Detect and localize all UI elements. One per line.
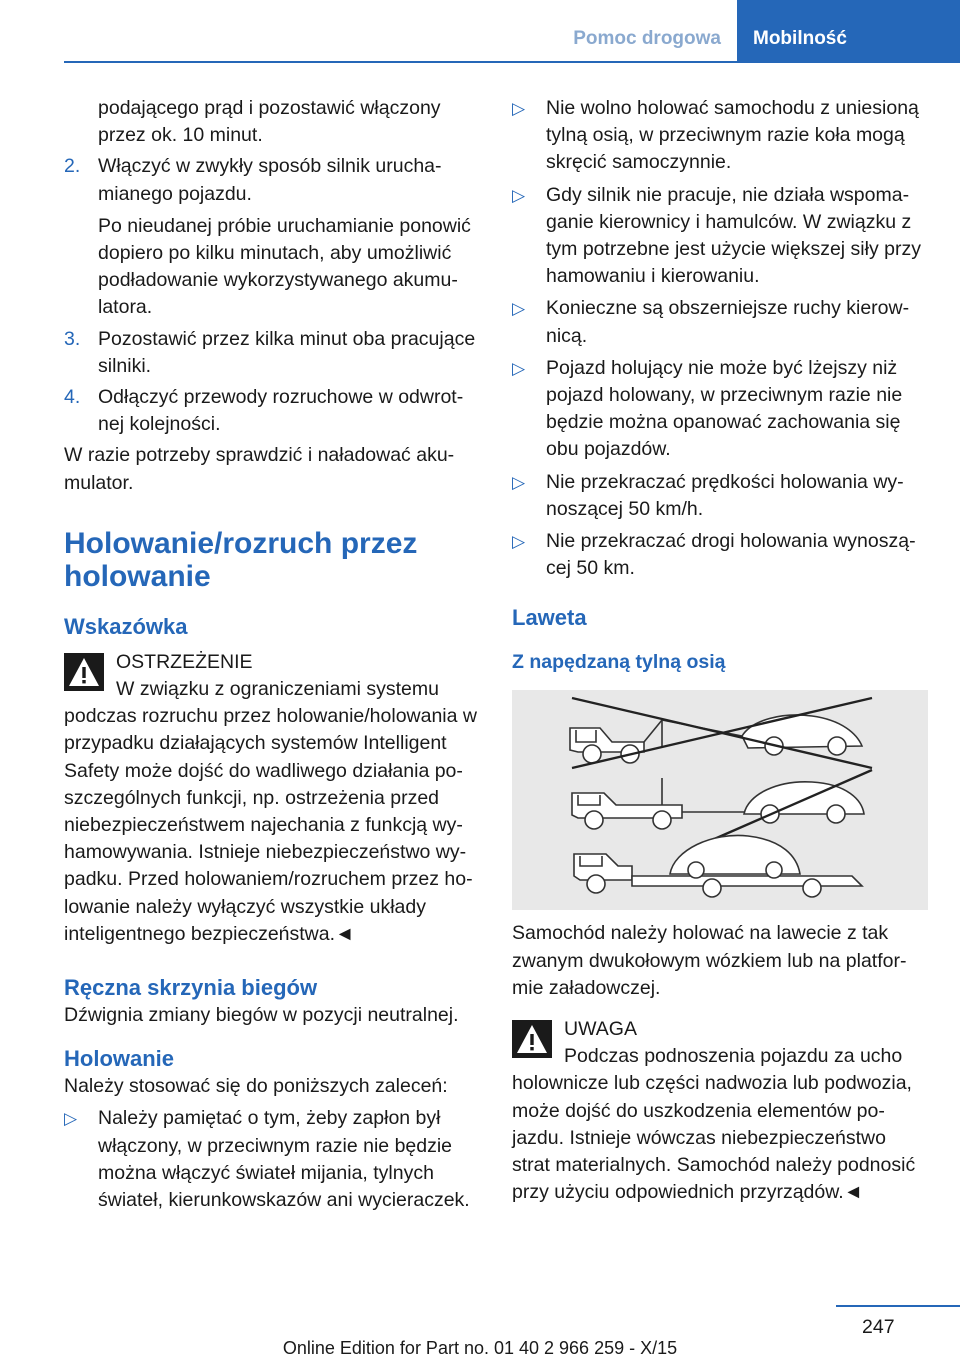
bullet-text: Nie przekraczać prędkości holowania wynoszącej 50 km/h. — [546, 470, 904, 520]
subheading-note: Wskazówka — [64, 613, 188, 639]
bullet-triangle-icon: ▷ — [512, 532, 526, 552]
step-item — [64, 384, 480, 438]
notice-first-line: Podczas podnoszenia pojazdu za ucho — [564, 1045, 903, 1068]
bullet-triangle-icon: ▷ — [512, 299, 526, 319]
warning-triangle-icon — [64, 653, 104, 691]
bullet-text: Pojazd holujący nie może być lżejszy niż pojazd holowany, w przeciwnym razie nie będzie można opanować zachowania się obu pojazdów. — [546, 356, 903, 461]
step-number: 2. — [64, 155, 81, 178]
intro-text: podającego prąd i pozostawić włączony przez ok. 10 minut. — [98, 97, 441, 147]
list-item — [512, 355, 928, 464]
bullet-text: Gdy silnik nie pracuje, nie działa wspomaganie kierownicy i hamulców. W związku z tym potrzebne jest użycie większej siły przy hamowaniu i kierowaniu. — [546, 183, 921, 288]
header-section-tab — [541, 0, 737, 62]
notice-block — [512, 1016, 928, 1206]
step-extra-text: Po nieudanej próbie uruchamianie ponowić dopiero po kilku minutach, aby umożliwić podładowanie wykorzystywanego akumulatora. — [98, 214, 471, 319]
battery-note: W razie potrzeby sprawdzić i naładować akumulator. — [64, 444, 455, 494]
section-heading: Holowanie/rozruch przez holowanie — [64, 526, 418, 593]
subheading-manual: Ręczna skrzynia biegów — [64, 975, 318, 1001]
bullet-text: Nie przekraczać drogi holowania wynoszącej 50 km. — [546, 530, 916, 580]
list-item — [64, 1105, 480, 1214]
subheading-towing: Holowanie — [64, 1046, 175, 1072]
warning-text — [64, 676, 480, 948]
bullet-text: Konieczne są obszerniejsze ruchy kierownicą. — [546, 297, 910, 347]
notice-title: UWAGA — [564, 1018, 637, 1041]
step-number: 4. — [64, 386, 81, 409]
warning-title: OSTRZEŻENIE — [116, 650, 253, 673]
bullet-triangle-icon: ▷ — [512, 358, 526, 378]
bullet-triangle-icon: ▷ — [512, 185, 526, 205]
page-number: 247 — [862, 1316, 895, 1338]
step-item — [64, 153, 480, 207]
list-item — [512, 295, 928, 349]
bullet-triangle-icon: ▷ — [512, 99, 526, 118]
subheading-rear-axle: Z napędzaną tylną osią — [512, 651, 726, 674]
step-text: Odłączyć przewody rozruchowe w odwrotnej kolejności. — [98, 386, 464, 436]
header-chapter-tab — [737, 0, 960, 62]
manual-text: Dźwignia zmiany biegów w pozycji neutralnej. — [64, 1004, 459, 1027]
step-text: Włączyć w zwykły sposób silnik uruchamianego pojazdu. — [98, 155, 442, 205]
footer-edition: Online Edition for Part no. 01 40 2 966 259 - X/15 — [282, 1338, 678, 1358]
warning-triangle-icon — [512, 1020, 552, 1058]
towing-illustration — [512, 690, 928, 910]
list-item — [512, 182, 928, 291]
header-section-label: Pomoc drogowa — [573, 28, 721, 49]
bullet-text: Nie wolno holować samochodu z uniesioną tylną osią, w przeciwnym razie koła mogą skręcić samoczynnie. — [546, 97, 919, 174]
right-column — [512, 95, 928, 1206]
warning-block — [64, 649, 480, 948]
tow-truck-dolly-icon — [572, 778, 864, 829]
left-column — [64, 95, 480, 1214]
subheading-laweta: Laweta — [512, 605, 587, 631]
warning-body: podczas rozruchu przez holowanie/holowania w przypadku działających systemów Intelligent Safety może dojść do wadliwego działania poszczególnych funkcji, np. ostrzeżenia przed niebezpieczeństwem najechania z funkcją wyhamowywania. Istnieje niebezpieczeństwo wypadku. Przed holowaniem/rozruchem przez holowanie należy wyłączyć wszystkie układy inteligentnego bezpieczeństwa.◄ — [64, 705, 477, 945]
laweta-text: Samochód należy holować na lawecie z tak zwanym dwukołowym wózkiem lub na platformie załadowczej. — [512, 922, 907, 999]
flatbed-truck-icon — [574, 836, 862, 898]
list-item — [512, 95, 928, 177]
list-item — [512, 469, 928, 523]
header-rule — [64, 61, 960, 63]
bullet-triangle-icon: ▷ — [64, 1109, 78, 1129]
towing-intro: Należy stosować się do poniższych zaleceń: — [64, 1075, 448, 1098]
footer-rule — [836, 1305, 960, 1307]
list-item — [512, 528, 928, 582]
header-chapter-label: Mobilność — [753, 28, 847, 49]
warning-first-line: W związku z ograniczeniami systemu — [116, 678, 439, 701]
bullet-text: Należy pamiętać o tym, żeby zapłon był włączony, w przeciwnym razie nie będzie można włączyć świateł mijania, tylnych świateł, kierunkowskazów ani wycieraczek. — [98, 1107, 470, 1212]
step-number: 3. — [64, 327, 81, 350]
bullet-triangle-icon: ▷ — [512, 472, 526, 492]
step-item — [64, 326, 480, 380]
notice-body: holownicze lub części nadwozia lub podwozia, może dojść do uszkodzenia elementów pojazdu. Istnieje wówczas niebezpieczeństwo strat materialnych. Samochód należy podnosić przy użyciu odpowiednich przyrządów.◄ — [512, 1072, 916, 1204]
step-text: Pozostawić przez kilka minut oba pracujące silniki. — [98, 327, 476, 377]
notice-text — [512, 1043, 928, 1206]
